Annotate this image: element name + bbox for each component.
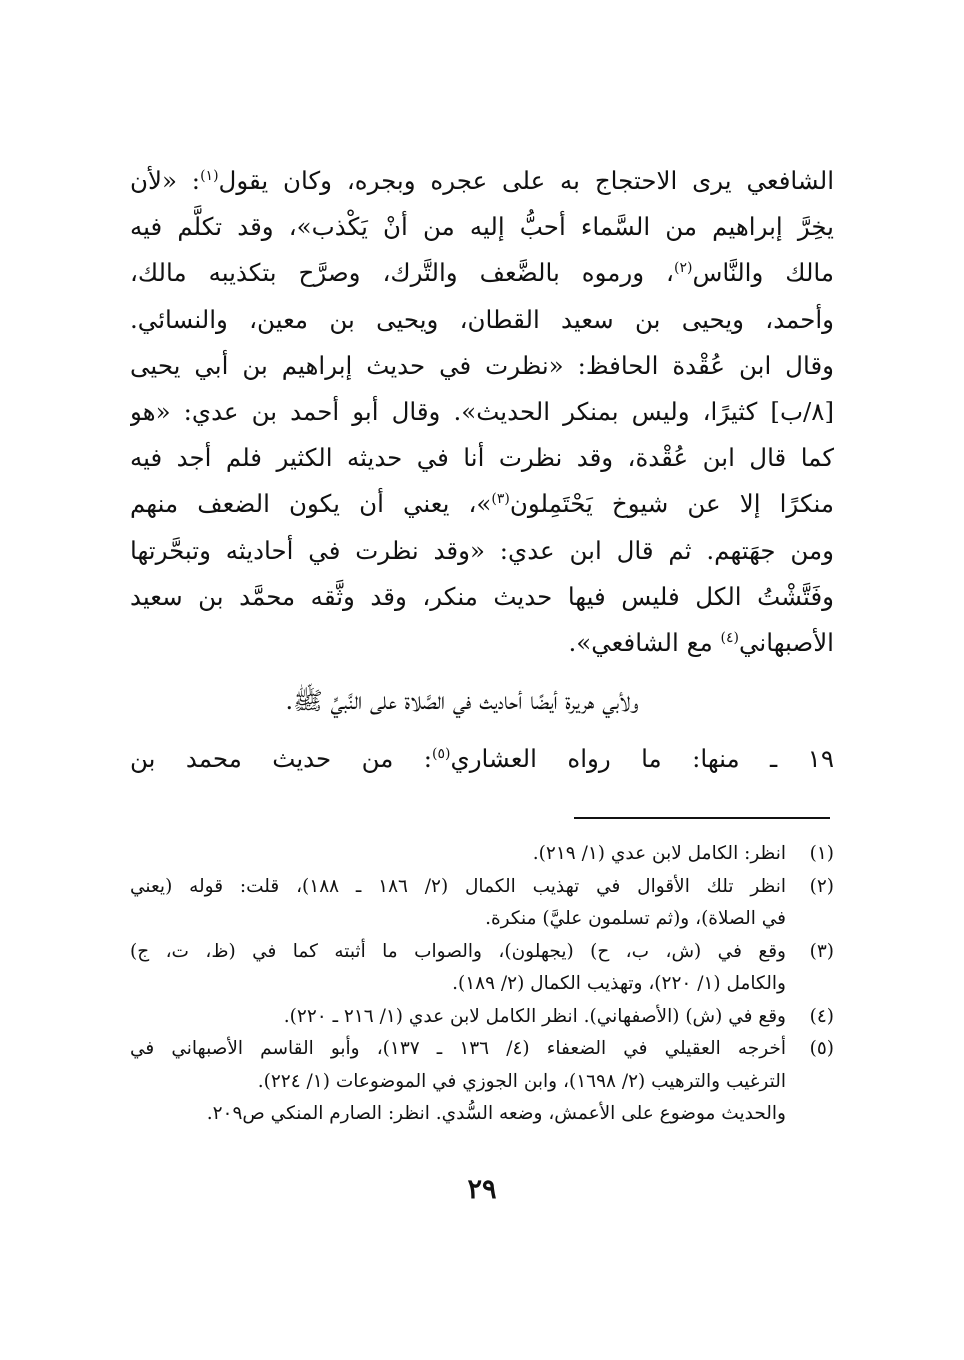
text-line: منكرًا إلا عن شيوخ يَحْتَمِلون$^{(٣)}$»، يعني أن يكون الضعف منهم	[130, 489, 834, 519]
footnote-line: والكامل (١/ ٢٢٠)، وتهذيب الكمال (٢/ ١٨٩).	[452, 973, 786, 994]
text-line: مالك والنَّاس$^{(٢)}$، ورموه بالضَّعف والتَّرك، وصرَّح بتكذيبه مالك،	[130, 258, 834, 288]
text-line: يخِرَّ إبراهيم من السَّماء أحبُّ إليه من أنْ يَكْذب»، وقد تكلَّم فيه	[130, 212, 834, 242]
footnote-line: أخرجه العقيلي في الضعفاء (٤/ ١٣٦ ـ ١٣٧)، وأبو القاسم الأصبهاني في	[130, 1038, 786, 1059]
text-line: وفَتَّشْتُ الكل فليس فيها حديث منكر، وقد وثَّقه محمَّد بن سعيد	[130, 581, 834, 611]
footnote-number: (٥)	[809, 1038, 834, 1059]
text-line: وأحمد، ويحيى بن سعيد القطان، ويحيى بن معين، والنسائي.	[130, 304, 834, 334]
footnote-1	[130, 838, 834, 871]
text-line: [٨/ب] كثيرًا، وليس بمنكر الحديث». وقال أبو أحمد بن عدي: «هو	[130, 396, 834, 426]
page-number: ٢٩	[467, 1174, 497, 1205]
footnote-tail: والحديث موضوع على الأعمش، وضعه السُّدي. انظر: الصارم المنكي ص٢٠٩.	[206, 1103, 786, 1124]
item-19-line: ١٩ ـ منها: ما رواه العشاري$^{(٥)}$: من حديث محمد بن	[130, 744, 834, 774]
footnote-4	[130, 1001, 834, 1034]
main-text	[130, 158, 834, 782]
footnote-line: في الصلاة)، و(ثم تسلمون عليَّ) منكرة.	[485, 908, 786, 929]
footnote-line: وقع في (ش) (الأصفهاني). انظر الكامل لابن عدي (١/ ٢١٦ ـ ٢٢٠).	[283, 1005, 786, 1027]
footnote-line: انظر: الكامل لابن عدي (١/ ٢١٩).	[532, 843, 786, 864]
footnote-line: انظر تلك الأقوال في تهذيب الكمال (٢/ ١٨٦ ـ ١٨٨)، قلت: قوله (يعني	[130, 875, 786, 897]
footnote-line: الترغيب والترهيب (٢/ ١٦٩٨)، وابن الجوزي في الموضوعات (١/ ٢٢٤).	[257, 1070, 786, 1092]
text-line: الشافعي يرى الاحتجاج به على عجره وبجره، وكان يقول$^{(١)}$: «لأن	[130, 166, 834, 195]
text-line: ومن جهَتهم. ثم قال ابن عدي: «وقد نظرت في أحاديثه وتبحَّرتها	[130, 535, 834, 565]
footnotes	[130, 838, 834, 1131]
footnote-line: وقع في (ش، ب، ح) (يجهلون)، والصواب ما أثبته كما في (ظ، ت، ج)	[130, 940, 786, 962]
footnote-5	[130, 1033, 834, 1098]
salat-line: ولأبي هريرة أيضًا أحاديث في الصَّلاة على النَّبيِّ ﷺ.	[285, 686, 639, 716]
footnote-separator	[574, 817, 830, 819]
footnote-number: (٤)	[809, 1005, 834, 1027]
text-line: الأصبهاني$^{(٤)}$ مع الشافعي».	[568, 627, 834, 657]
text-line: كما قال ابن عُقْدة، وقد نظرت أنا في حديثه الكثير فلم أجد فيه	[130, 443, 834, 473]
footnote-2	[130, 871, 834, 936]
footnote-3	[130, 936, 834, 1001]
footnote-number: (٣)	[809, 940, 834, 962]
text-line: وقال ابن عُقْدة الحافظ: «نظرت في حديث إبراهيم بن أبي يحيى	[130, 350, 834, 380]
footnote-number: (٢)	[809, 875, 834, 897]
footnote-number: (١)	[809, 843, 834, 864]
